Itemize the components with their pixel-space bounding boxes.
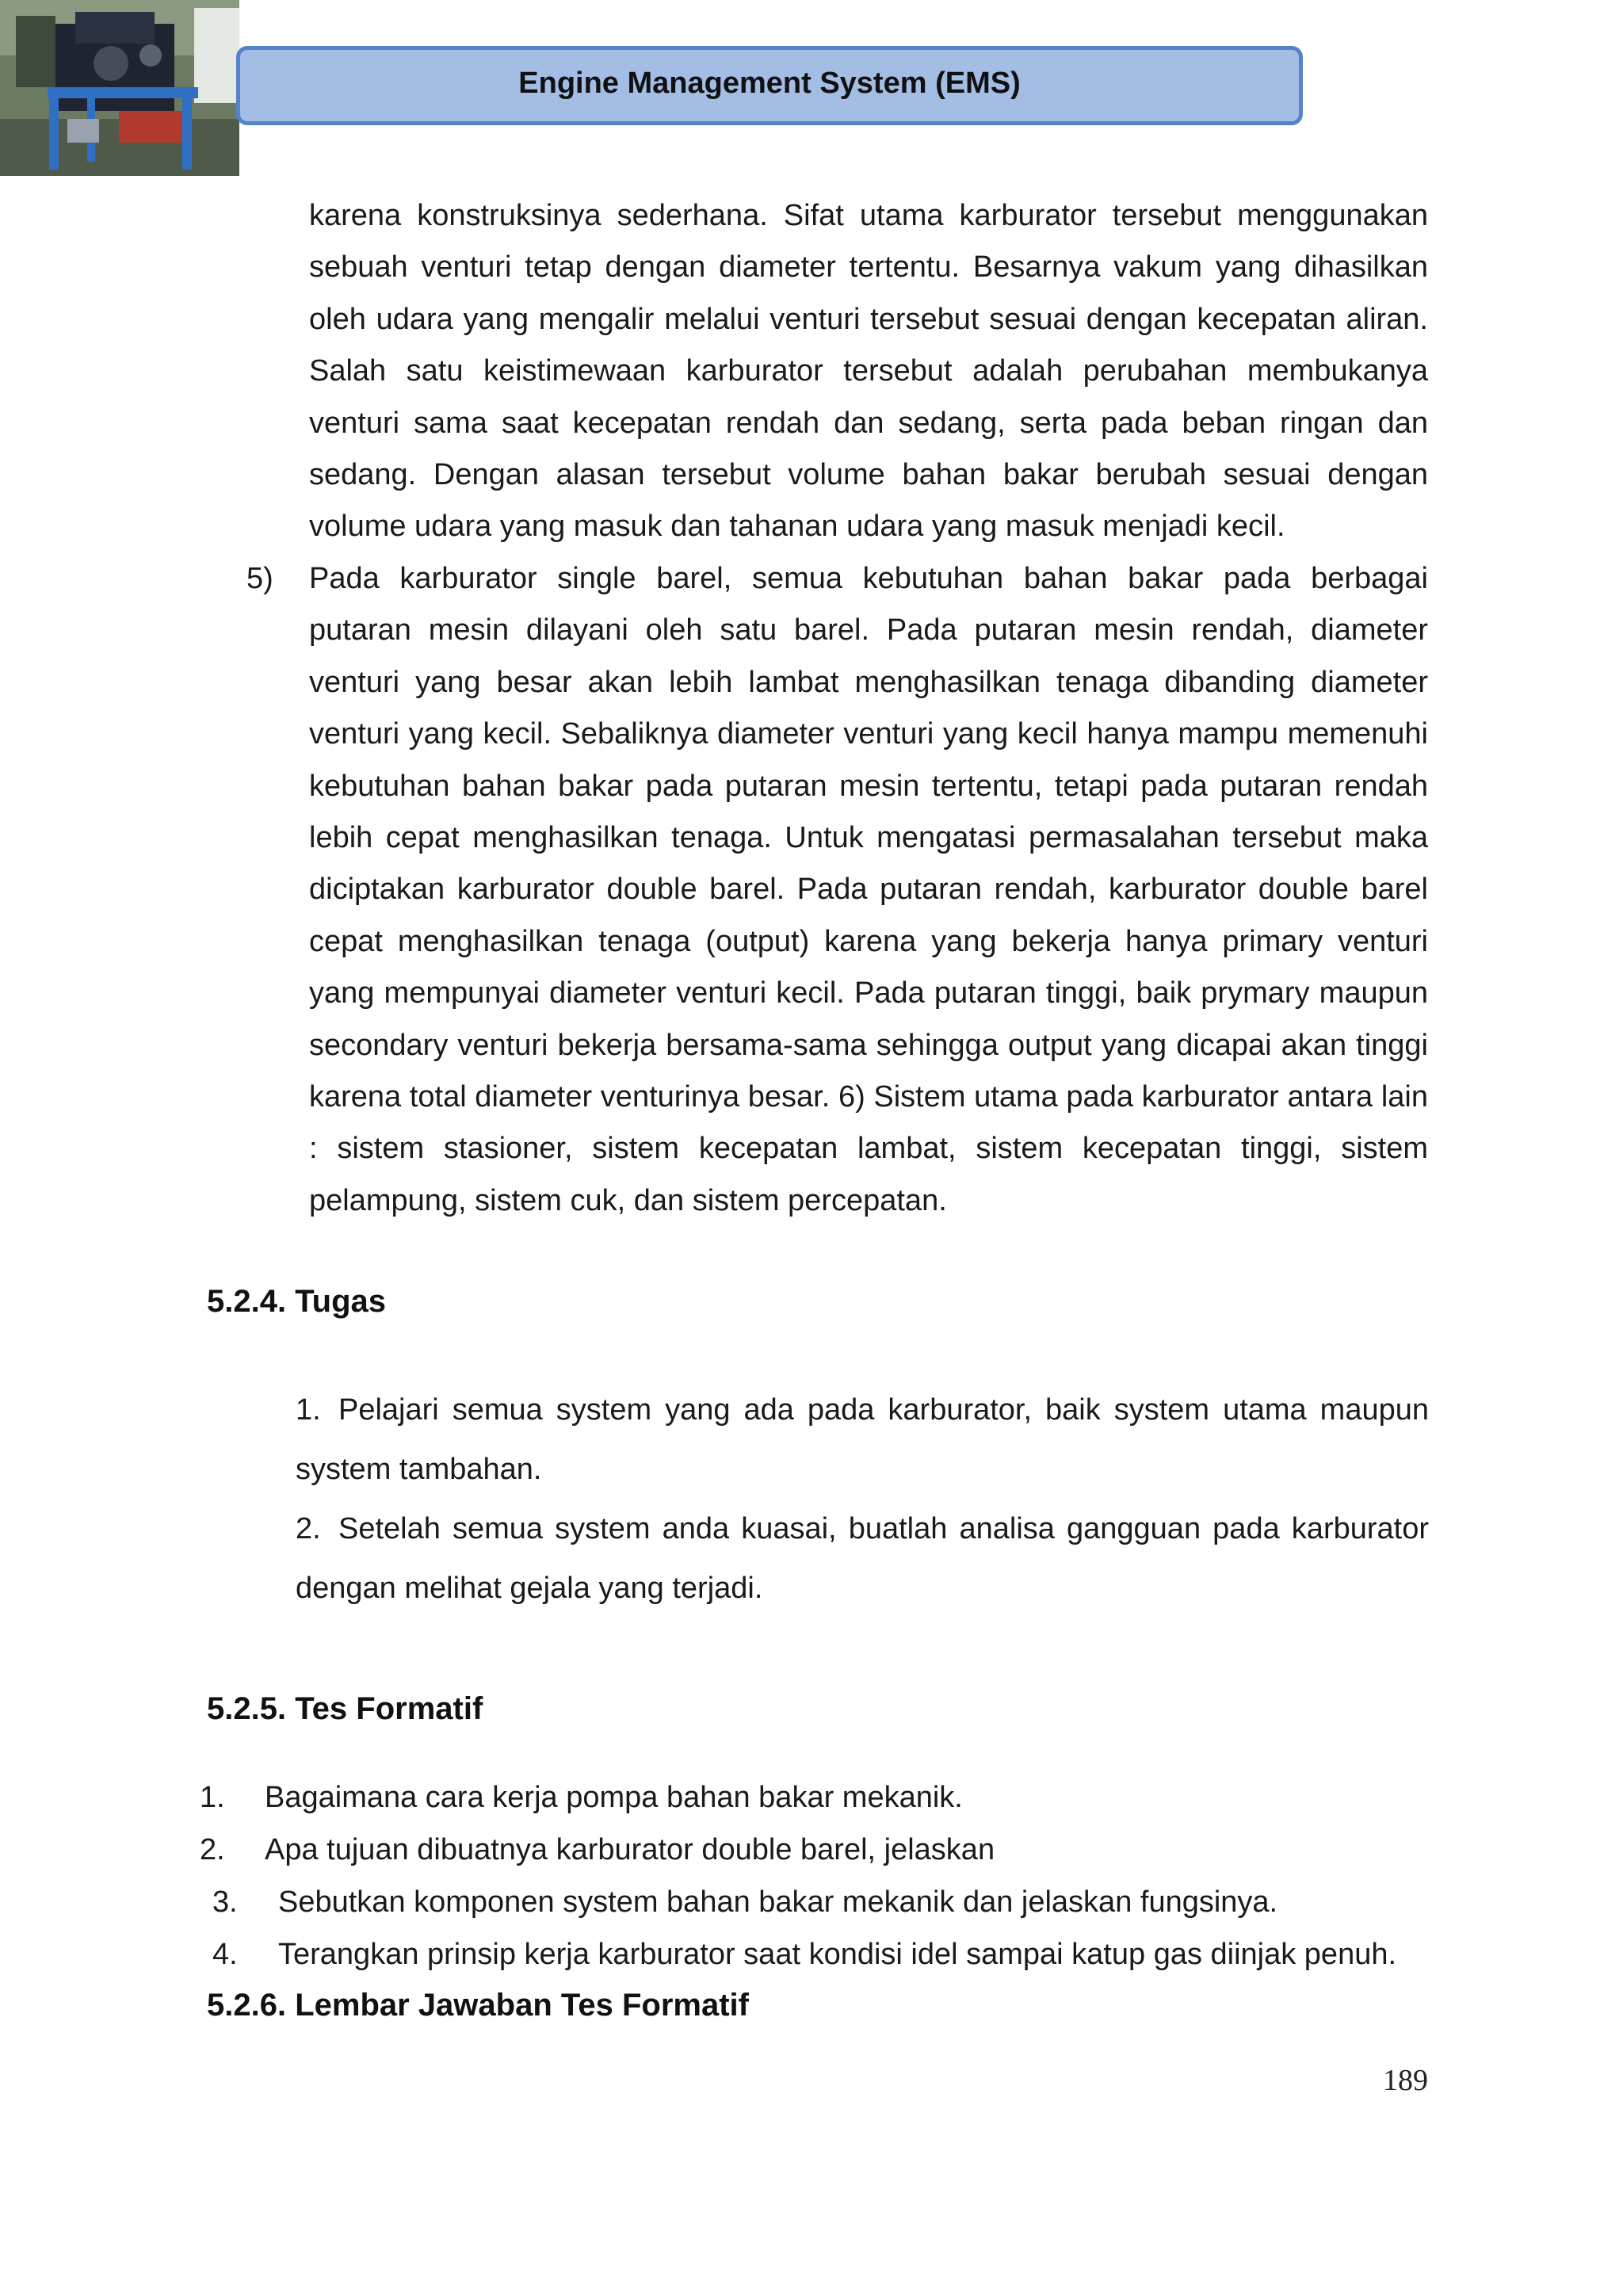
task-text-2: Setelah semua system anda kuasai, buatlah analisa gangguan pada karburator dengan melihat gejala yang terjadi. [296,1512,1429,1605]
question-text-4: Terangkan prinsip kerja karburator saat kondisi idel sampai katup gas diinjak penuh. [278,1938,1397,1971]
task-number-2: 2. [296,1512,321,1545]
engine-trainer-illustration [0,0,239,176]
question-text-3: Sebutkan komponen system bahan bakar mekanik dan jelaskan fungsinya. [278,1885,1278,1919]
section-heading-tes-formatif: 5.2.5. Tes Formatif [207,1691,483,1726]
question-number-2: 2. [200,1833,225,1866]
section-heading-lembar-jawaban: 5.2.6. Lembar Jawaban Tes Formatif [207,1988,749,2023]
header-title: Engine Management System (EMS) [518,66,1021,100]
page-number: 189 [1383,2064,1428,2097]
question-text-2: Apa tujuan dibuatnya karburator double barel, jelaskan [265,1833,995,1866]
task-text-1: Pelajari semua system yang ada pada karburator, baik system utama maupun system tambahan. [296,1393,1429,1486]
task-number-1: 1. [296,1393,321,1427]
question-number-3: 3. [212,1885,238,1919]
header-engine-photo [0,0,239,176]
header-banner [236,46,1303,125]
question-number-4: 4. [212,1938,238,1971]
section-heading-tugas: 5.2.4. Tugas [207,1284,387,1319]
item-5-paragraph: Pada karburator single barel, semua kebutuhan bahan bakar pada berbagai putaran mesin dilayani oleh satu barel. Pada putaran mesin rendah, diameter venturi yang besar akan lebih lambat menghasilkan tenaga dibanding diameter venturi yang kecil. Sebaliknya diameter venturi yang kecil hanya mampu memenuhi kebutuhan bahan bakar pada putaran mesin tertentu, tetapi pada putaran rendah lebih cepat menghasilkan tenaga. Untuk mengatasi permasalahan tersebut maka diciptakan karburator double barel. Pada putaran rendah, karburator double barel cepat menghasilkan tenaga (output) karena yang bekerja hanya primary venturi yang mempunyai diameter venturi kecil. Pada putaran tinggi, baik prymary maupun secondary venturi bekerja bersama-sama sehingga output yang dicapai akan tinggi karena total diameter venturinya besar. 6) Sistem utama pada karburator antara lain : sistem stasioner, sistem kecepatan lambat, sistem kecepatan tinggi, sistem pelampung, sistem cuk, dan sistem percepatan. [309,562,1428,1217]
task-item-2 [296,1499,1429,1618]
list-marker-5: 5) [246,562,273,595]
question-text-1: Bagaimana cara kerja pompa bahan bakar mekanik. [265,1781,963,1814]
continuation-paragraph: karena konstruksinya sederhana. Sifat utama karburator tersebut menggunakan sebuah venturi tetap dengan diameter tertentu. Besarnya vakum yang dihasilkan oleh udara yang mengalir melalui venturi tersebut sesuai dengan kecepatan aliran. Salah satu keistimewaan karburator tersebut adalah perubahan membukanya venturi sama saat kecepatan rendah dan sedang, serta pada beban ringan dan sedang. Dengan alasan tersebut volume bahan bakar berubah sesuai dengan volume udara yang masuk dan tahanan udara yang masuk menjadi kecil. [309,199,1428,544]
question-number-1: 1. [200,1781,225,1814]
task-item-1 [296,1381,1429,1499]
